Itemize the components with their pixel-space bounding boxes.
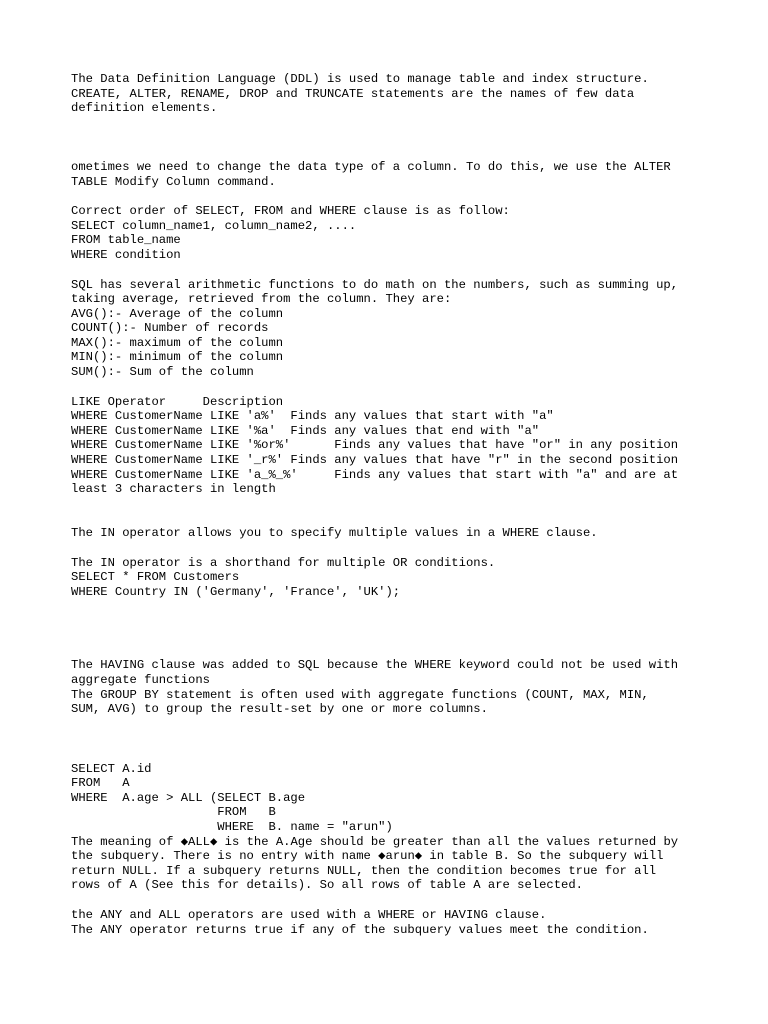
order-line-1: Correct order of SELECT, FROM and WHERE clause is as follow:: [71, 204, 510, 218]
all-meaning-line-3: return NULL. If a subquery returns NULL, then the condition becomes true for all: [71, 864, 657, 878]
ddl-line-2: CREATE, ALTER, RENAME, DROP and TRUNCATE statements are the names of few data: [71, 87, 635, 101]
having-line-4: SUM, AVG) to group the result-set by one or more columns.: [71, 702, 488, 716]
ddl-line-1: The Data Definition Language (DDL) is used to manage table and index structure.: [71, 72, 649, 86]
like-line-1: LIKE Operator Description: [71, 395, 284, 409]
in-line-1: The IN operator allows you to specify multiple values in a WHERE clause.: [71, 526, 598, 540]
having-line-3: The GROUP BY statement is often used with aggregate functions (COUNT, MAX, MIN,: [71, 688, 649, 702]
func-line-7: SUM():- Sum of the column: [71, 365, 254, 379]
func-line-4: COUNT():- Number of records: [71, 321, 269, 335]
func-line-2: taking average, retrieved from the column. They are:: [71, 292, 452, 306]
all-meaning-line-4: rows of A (See this for details). So all rows of table A are selected.: [71, 878, 583, 892]
like-line-4: WHERE CustomerName LIKE '%or%' Finds any values that have "or" in any position: [71, 438, 679, 452]
like-line-6: WHERE CustomerName LIKE 'a_%_%' Finds any values that start with "a" and are at: [71, 468, 679, 482]
having-line-1: The HAVING clause was added to SQL because the WHERE keyword could not be used with: [71, 658, 679, 672]
func-line-6: MIN():- minimum of the column: [71, 350, 284, 364]
order-line-3: FROM table_name: [71, 233, 181, 247]
all-meaning-line-1: The meaning of ◆ALL◆ is the A.Age should be greater than all the values returned by: [71, 835, 679, 849]
in-line-4: WHERE Country IN ('Germany', 'France', 'UK');: [71, 585, 401, 599]
ddl-line-3: definition elements.: [71, 101, 218, 115]
in-line-2: The IN operator is a shorthand for multiple OR conditions.: [71, 556, 496, 570]
like-line-2: WHERE CustomerName LIKE 'a%' Finds any values that start with "a": [71, 409, 554, 423]
order-line-4: WHERE condition: [71, 248, 181, 262]
having-line-2: aggregate functions: [71, 673, 210, 687]
like-line-3: WHERE CustomerName LIKE '%a' Finds any values that end with "a": [71, 424, 540, 438]
func-line-1: SQL has several arithmetic functions to do math on the numbers, such as summing up,: [71, 278, 679, 292]
func-line-3: AVG():- Average of the column: [71, 307, 284, 321]
alter-line-2: TABLE Modify Column command.: [71, 175, 276, 189]
all-query-line-3: WHERE A.age > ALL (SELECT B.age: [71, 791, 306, 805]
in-line-3: SELECT * FROM Customers: [71, 570, 240, 584]
all-query-line-2: FROM A: [71, 776, 130, 790]
alter-line-1: ometimes we need to change the data type of a column. To do this, we use the ALTER: [71, 160, 671, 174]
func-line-5: MAX():- maximum of the column: [71, 336, 284, 350]
all-query-line-1: SELECT A.id: [71, 762, 152, 776]
all-query-line-4: FROM B: [71, 805, 276, 819]
any-line-1: the ANY and ALL operators are used with a WHERE or HAVING clause.: [71, 908, 547, 922]
order-line-2: SELECT column_name1, column_name2, ....: [71, 219, 357, 233]
like-line-7: least 3 characters in length: [71, 482, 276, 496]
all-query-line-5: WHERE B. name = "arun"): [71, 820, 393, 834]
all-meaning-line-2: the subquery. There is no entry with name ◆arun◆ in table B. So the subquery will: [71, 849, 664, 863]
any-line-2: The ANY operator returns true if any of the subquery values meet the condition.: [71, 923, 649, 937]
like-line-5: WHERE CustomerName LIKE '_r%' Finds any values that have "r" in the second position: [71, 453, 679, 467]
